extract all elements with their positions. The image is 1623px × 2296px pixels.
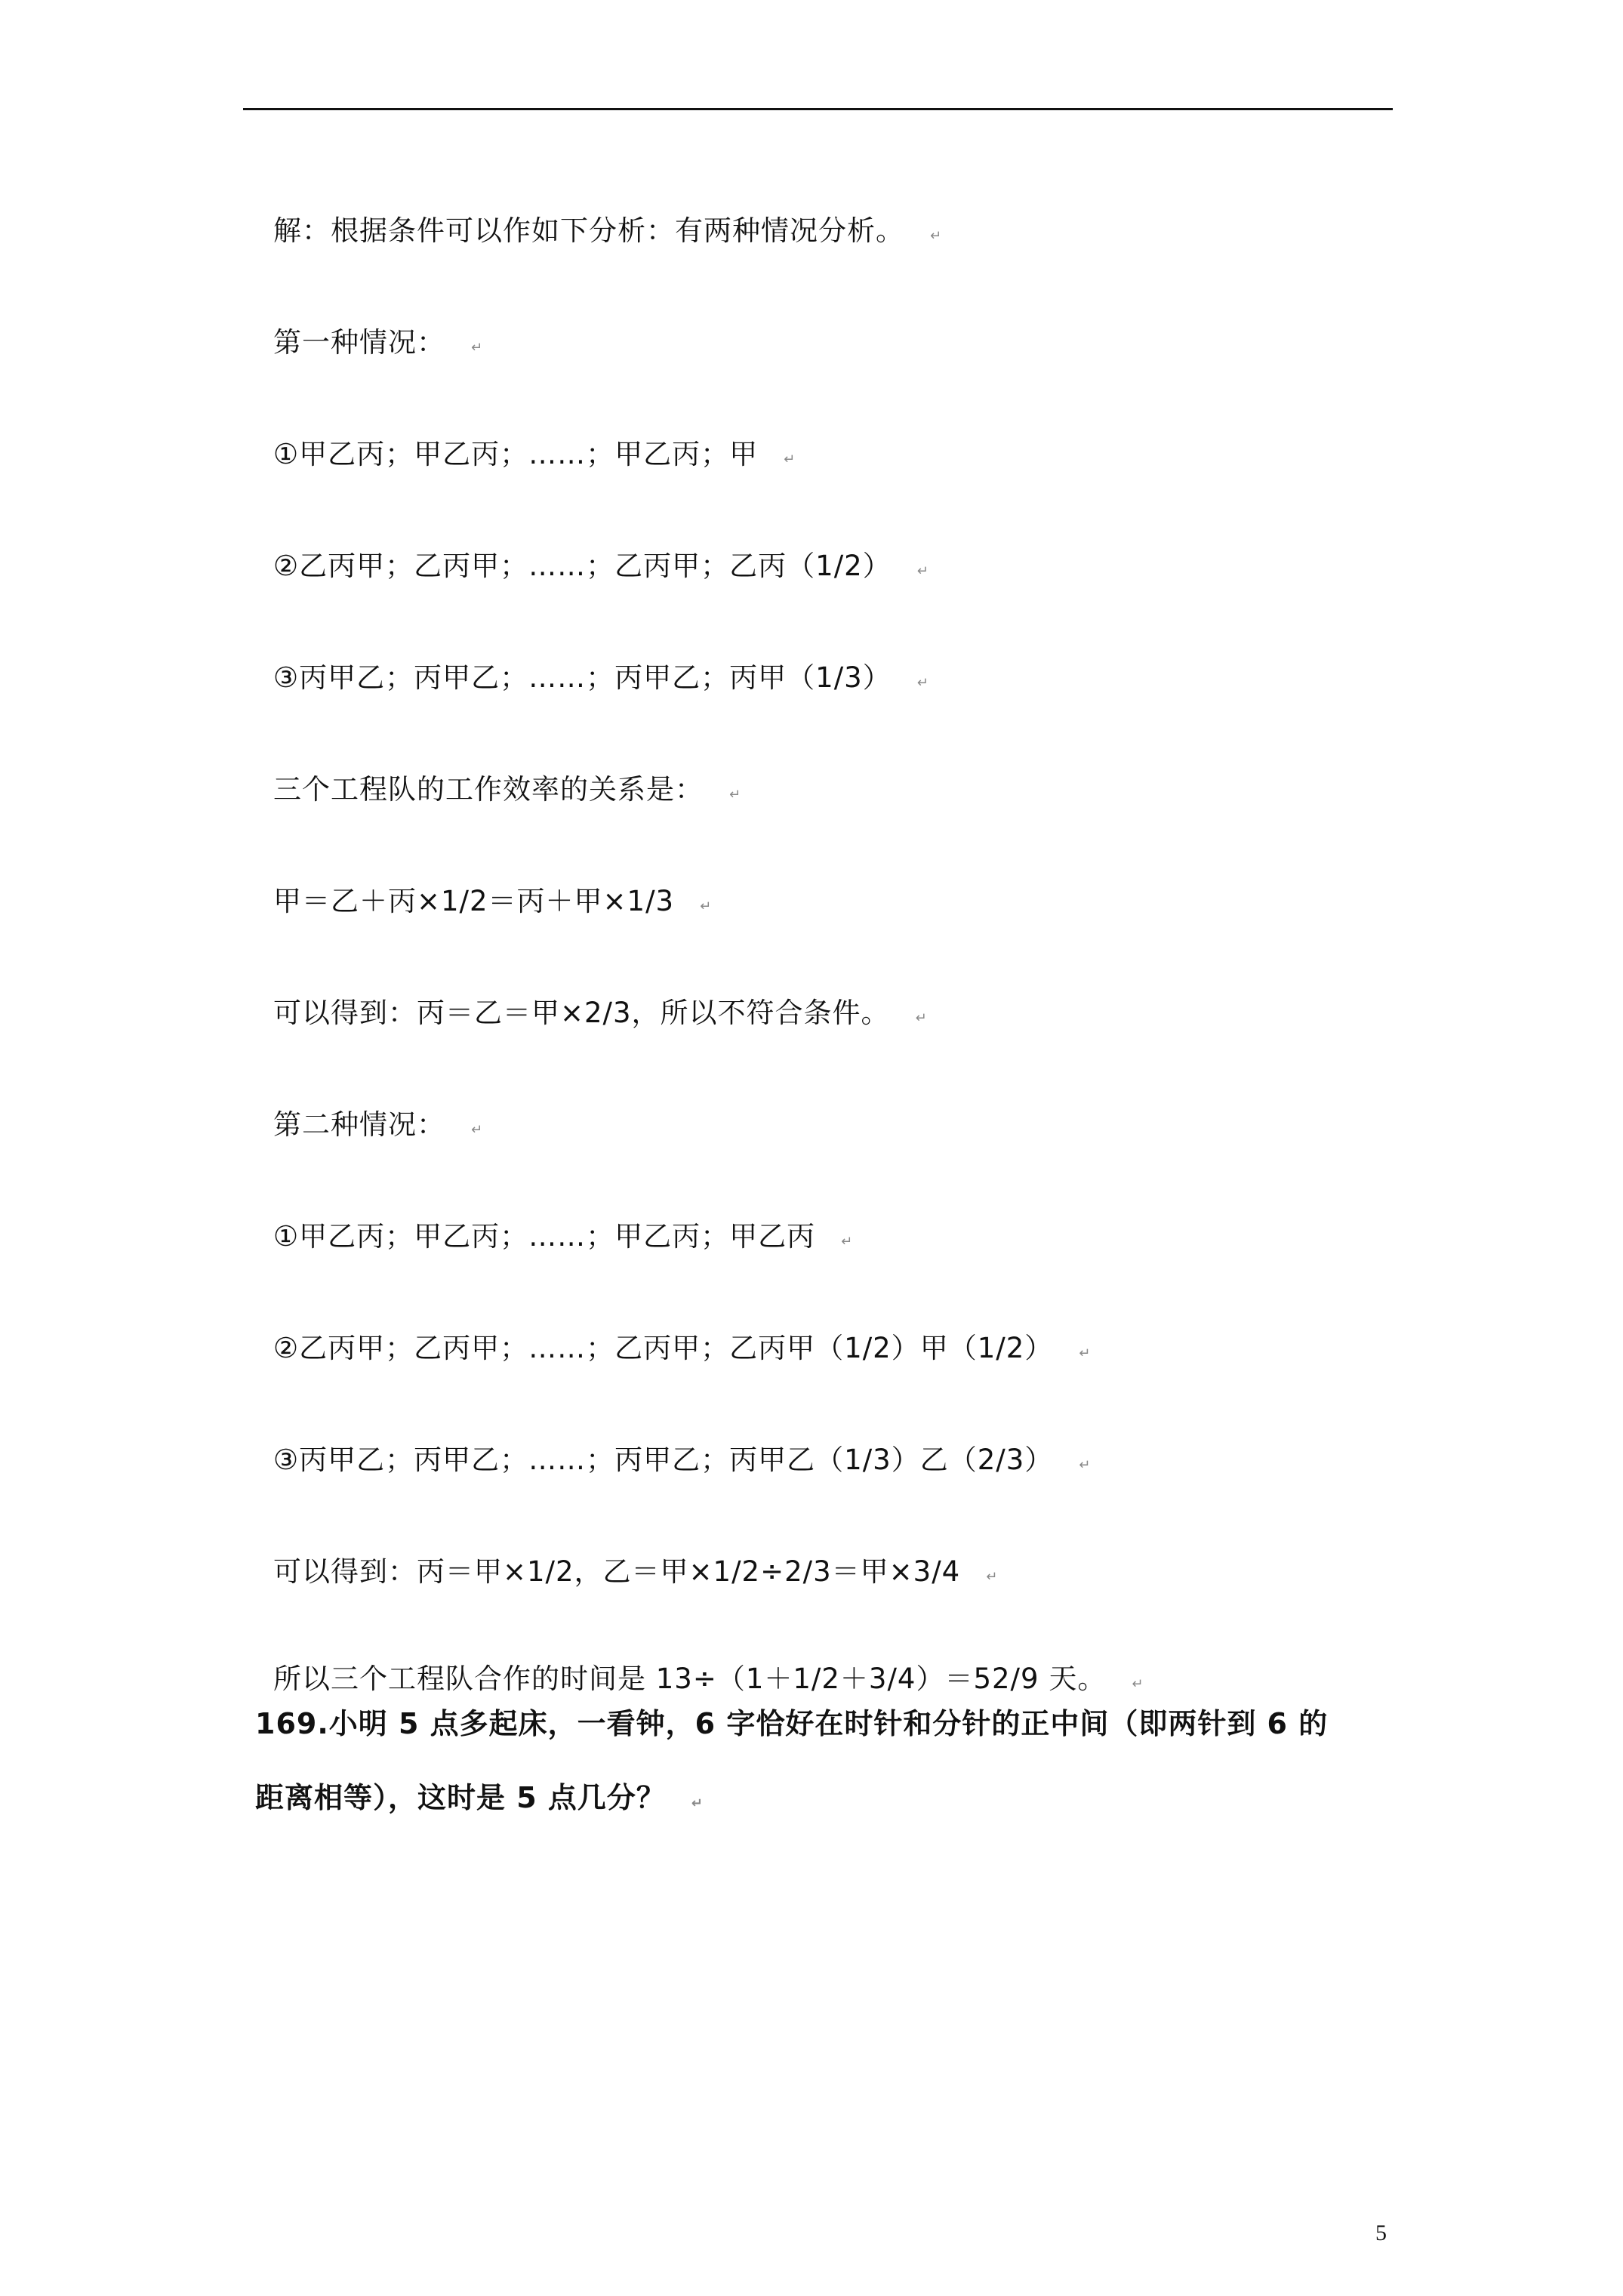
solution-line-12 <box>273 1442 1091 1484</box>
problem-169-line-2 <box>255 1779 704 1823</box>
solution-line-4-text: ②乙丙甲；乙丙甲；……；乙丙甲；乙丙（1/2） <box>273 550 892 582</box>
paragraph-mark-icon: ↵ <box>915 1010 928 1026</box>
solution-line-7 <box>273 883 712 925</box>
paragraph-mark-icon: ↵ <box>784 451 796 467</box>
solution-line-3 <box>273 436 796 478</box>
solution-line-12-text: ③丙甲乙；丙甲乙；……；丙甲乙；丙甲乙（1/3）乙（2/3） <box>273 1444 1054 1476</box>
solution-line-11-text: ②乙丙甲；乙丙甲；……；乙丙甲；乙丙甲（1/2）甲（1/2） <box>273 1332 1054 1364</box>
problem-169-line-1: 169.小明 5 点多起床，一看钟，6 字恰好在时针和分针的正中间（即两针到 6 的 <box>255 1707 1329 1740</box>
solution-line-6 <box>273 772 741 813</box>
paragraph-mark-icon: ↵ <box>471 1122 484 1138</box>
paragraph-mark-icon: ↵ <box>1079 1345 1092 1361</box>
solution-line-6-text: 三个工程队的工作效率的关系是： <box>273 773 704 806</box>
paragraph-mark-icon: ↵ <box>729 787 742 803</box>
solution-line-7-text: 甲＝乙＋丙×1/2＝丙＋甲×1/3 <box>273 885 675 917</box>
paragraph-mark-icon: ↵ <box>986 1569 999 1585</box>
solution-line-14 <box>273 1661 1144 1703</box>
solution-line-8-text: 可以得到：丙＝乙＝甲×2/3，所以不符合条件。 <box>273 997 890 1029</box>
paragraph-mark-icon: ↵ <box>691 1795 704 1811</box>
solution-line-10 <box>273 1219 853 1260</box>
solution-line-5-text: ③丙甲乙；丙甲乙；……；丙甲乙；丙甲（1/3） <box>273 661 892 694</box>
solution-line-4 <box>273 548 929 590</box>
solution-line-5 <box>273 660 929 701</box>
solution-line-8 <box>273 995 928 1037</box>
solution-line-10-text: ①甲乙丙；甲乙丙；……；甲乙丙；甲乙丙 <box>273 1220 816 1253</box>
solution-line-2 <box>273 325 483 366</box>
solution-line-13 <box>273 1554 998 1595</box>
paragraph-mark-icon: ↵ <box>916 563 929 579</box>
paragraph-mark-icon: ↵ <box>916 675 929 691</box>
header-rule <box>243 108 1393 110</box>
solution-line-2-text: 第一种情况： <box>273 326 445 359</box>
page-number: 5 <box>1375 2220 1387 2245</box>
paragraph-mark-icon: ↵ <box>1079 1457 1092 1473</box>
solution-line-3-text: ①甲乙丙；甲乙丙；……；甲乙丙；甲 <box>273 438 759 470</box>
paragraph-mark-icon: ↵ <box>471 340 484 356</box>
solution-line-13-text: 可以得到：丙＝甲×1/2，乙＝甲×1/2÷2/3＝甲×3/4 <box>273 1555 961 1588</box>
paragraph-mark-icon: ↵ <box>930 228 943 244</box>
paragraph-mark-icon: ↵ <box>700 898 713 914</box>
problem-169-line-2-text: 距离相等），这时是 5 点几分？ <box>255 1781 666 1814</box>
solution-line-14-text: 所以三个工程队合作的时间是 13÷（1＋1/2＋3/4）＝52/9 天。 <box>273 1663 1107 1695</box>
solution-line-11 <box>273 1330 1091 1372</box>
solution-line-1 <box>273 213 942 254</box>
paragraph-mark-icon: ↵ <box>1132 1676 1144 1692</box>
solution-line-9-text: 第二种情况： <box>273 1108 445 1141</box>
solution-line-1-text: 解：根据条件可以作如下分析：有两种情况分析。 <box>273 214 904 247</box>
paragraph-mark-icon: ↵ <box>841 1234 854 1250</box>
solution-line-9 <box>273 1107 483 1148</box>
